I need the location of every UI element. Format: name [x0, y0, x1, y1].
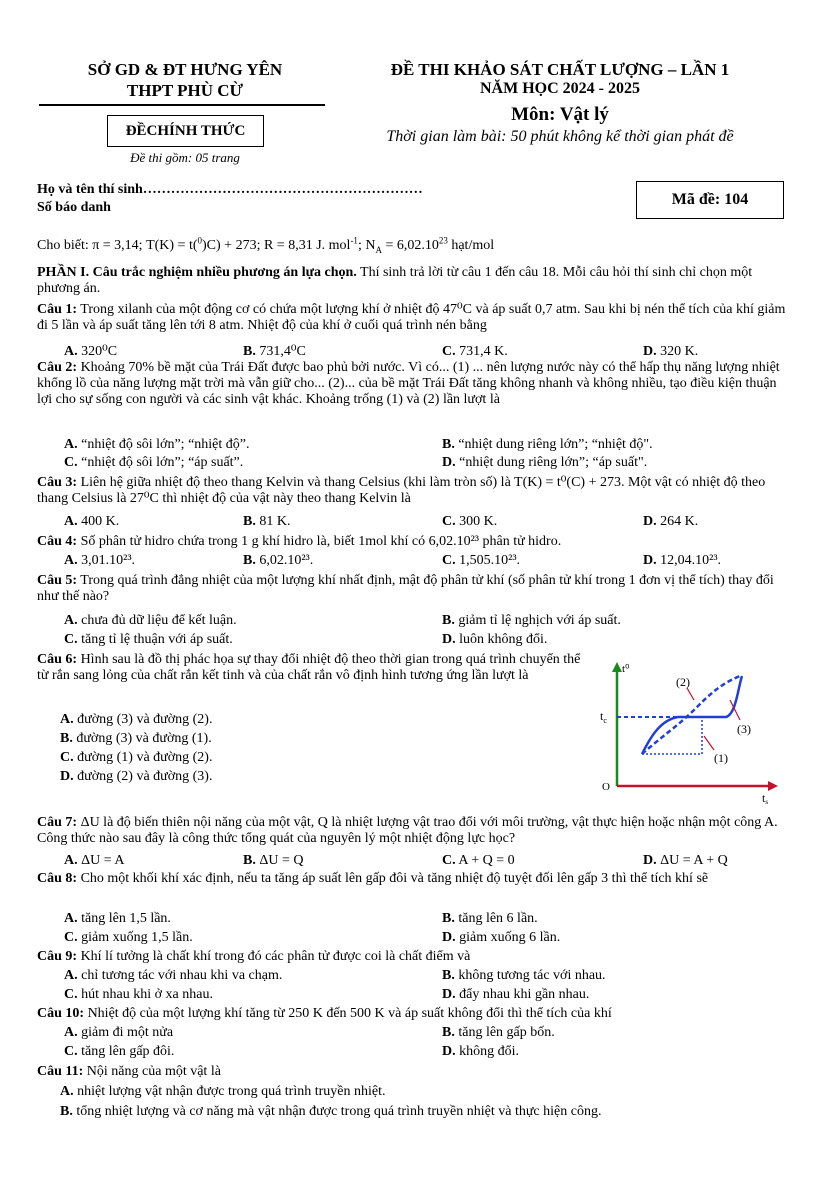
q6-option-b[interactable]: B. đường (3) và đường (1).	[60, 731, 212, 746]
school-year: NĂM HỌC 2024 - 2025	[480, 80, 640, 97]
y-axis-label: t⁰	[622, 663, 630, 675]
q3-option-a[interactable]: A. 400 K.	[64, 514, 120, 529]
question-5: Câu 5: Trong quá trình đẳng nhiệt của một lượng khí nhất định, mật độ phân tử khí (số phân tử khí trong 1 đơn vị thể tích) thay đổi như thế nào?	[37, 573, 774, 604]
q9-option-b[interactable]: B. không tương tác với nhau.	[442, 968, 606, 983]
question-7: Câu 7: ΔU là độ biến thiên nội năng của một vật, Q là nhiệt lượng vật trao đổi với môi trường, vật thực hiện hoặc nhận một công A. Công thức nào sau đây là công thức tổng quát của nguyên lý một nhiệt động lực học?	[37, 815, 778, 846]
q9-option-d[interactable]: D. đẩy nhau khi gần nhau.	[442, 987, 590, 1002]
question-11: Câu 11: Nội năng của một vật là	[37, 1064, 221, 1079]
pointer-1	[704, 736, 714, 750]
q2-option-c[interactable]: C. “nhiệt độ sôi lớn”; “áp suất”.	[64, 455, 244, 470]
q10-option-d[interactable]: D. không đổi.	[442, 1044, 520, 1059]
q1-option-b[interactable]: B. 731,4⁰C	[243, 344, 306, 359]
student-id-label: Số báo danh	[37, 200, 111, 215]
q7-option-d[interactable]: D. ΔU = A + Q	[643, 853, 728, 868]
q10-option-c[interactable]: C. tăng lên gấp đôi.	[64, 1044, 175, 1059]
origin-label: O	[602, 781, 610, 793]
q9-option-a[interactable]: A. chỉ tương tác với nhau khi va chạm.	[64, 968, 283, 983]
q2-option-a[interactable]: A. “nhiệt độ sôi lớn”; “nhiệt độ”.	[64, 437, 250, 452]
header-divider	[39, 104, 325, 106]
q9-option-c[interactable]: C. hút nhau khi ở xa nhau.	[64, 987, 213, 1002]
school-name: THPT PHÙ CỪ	[126, 81, 244, 100]
q8-option-b[interactable]: B. tăng lên 6 lần.	[442, 911, 538, 926]
q7-option-a[interactable]: A. ΔU = A	[64, 853, 125, 868]
q4-option-c[interactable]: C. 1,505.10²³.	[442, 553, 521, 568]
dept-name: SỞ GD & ĐT HƯNG YÊN	[87, 60, 283, 79]
q10-option-a[interactable]: A. giảm đi một nửa	[64, 1025, 174, 1040]
exam-time: Thời gian làm bài: 50 phút không kể thời gian phát đề	[386, 128, 734, 145]
question-2: Câu 2: Khoảng 70% bề mặt của Trái Đất được bao phủ bởi nước. Vì có... (1) ... nên lượng nước này có thể hấp thụ năng lượng nhiệt khổng lồ của năng lượng mặt trời mà vẫn giữ cho... (2)... của bề mặt Trái Đất tăng không nhanh và không nhiều, tạo điều kiện thuận lợi cho sự sống con người và các sinh vật khác. Khoảng trống (1) và (2) lần lượt là	[37, 360, 780, 407]
label-1: (1)	[714, 751, 728, 765]
tc-label: $t_c$	[600, 709, 607, 725]
part1-heading: PHẦN I. Câu trắc nghiệm nhiều phương án lựa chọn.	[37, 265, 357, 280]
q2-option-d[interactable]: D. “nhiệt dung riêng lớn”; “áp suất".	[442, 455, 648, 470]
question-4: Câu 4: Số phân tử hidro chứa trong 1 g khí hidro là, biết 1mol khí có 6,02.10²³ phân tử hidro.	[37, 534, 562, 549]
label-3: (3)	[737, 722, 751, 736]
q6-option-d[interactable]: D. đường (2) và đường (3).	[60, 769, 213, 784]
q11-option-b[interactable]: B. tổng nhiệt lượng và cơ năng mà vật nhận được trong quá trình truyền nhiệt và thực hiện công.	[60, 1104, 602, 1119]
y-axis-arrow	[612, 662, 622, 672]
q4-option-b[interactable]: B. 6,02.10²³.	[243, 553, 314, 568]
q6-option-a[interactable]: A. đường (3) và đường (2).	[60, 712, 213, 727]
question-1: Câu 1: Trong xilanh của một động cơ có chứa một lượng khí ở nhiệt độ 47⁰C và áp suất 0,7 atm. Sau khi bị nén thể tích của khí giảm đi 5 lần và áp suất tăng lên tới 8 atm. Nhiệt độ của khí ở cuối quá trình nén bằng	[37, 302, 786, 333]
q5-option-b[interactable]: B. giảm tỉ lệ nghịch với áp suất.	[442, 613, 621, 628]
subject: Môn: Vật lý	[511, 104, 609, 125]
phase-change-graph	[590, 658, 790, 808]
q3-option-c[interactable]: C. 300 K.	[442, 514, 498, 529]
question-8: Câu 8: Cho một khối khí xác định, nếu ta tăng áp suất lên gấp đôi và tăng nhiệt độ tuyệt đối lên gấp 3 thì thể tích khí sẽ	[37, 871, 709, 886]
q5-option-c[interactable]: C. tăng tỉ lệ thuận với áp suất.	[64, 632, 233, 647]
q6-option-c[interactable]: C. đường (1) và đường (2).	[60, 750, 213, 765]
given-constants: Cho biết: π = 3,14; T(K) = t($^0$)C) + 273; R = 8,31 J. mol$^{-1}$; $N_A = 6,02.10^{23}$ hạt/mol	[37, 235, 495, 255]
curve-2	[642, 676, 740, 754]
q5-option-d[interactable]: D. luôn không đổi.	[442, 632, 548, 647]
exam-code: Mã đề: 104	[636, 181, 784, 219]
q3-option-d[interactable]: D. 264 K.	[643, 514, 699, 529]
exam-title: ĐỀ THI KHẢO SÁT CHẤT LƯỢNG – LẦN 1	[390, 60, 730, 79]
q8-option-d[interactable]: D. giảm xuống 6 lần.	[442, 930, 561, 945]
q8-option-c[interactable]: C. giảm xuống 1,5 lần.	[64, 930, 193, 945]
part1-intro: PHẦN I. Câu trắc nghiệm nhiều phương án lựa chọn. Thí sinh trả lời từ câu 1 đến câu 18. Mỗi câu hỏi thí sinh chỉ chọn một phương án.	[37, 265, 753, 296]
label-2: (2)	[676, 675, 690, 689]
q1-option-c[interactable]: C. 731,4 K.	[442, 344, 508, 359]
q10-option-b[interactable]: B. tăng lên gấp bốn.	[442, 1025, 555, 1040]
q7-option-c[interactable]: C. A + Q = 0	[442, 853, 515, 868]
q1-option-d[interactable]: D. 320 K.	[643, 344, 699, 359]
q2-option-b[interactable]: B. “nhiệt dung riêng lớn”; “nhiệt độ".	[442, 437, 653, 452]
x-axis-arrow	[768, 781, 778, 791]
question-6: Câu 6: Hình sau là đồ thị phác họa sự thay đổi nhiệt độ theo thời gian trong quá trình chuyển thể từ rắn sang lỏng của chất rắn kết tinh và của chất rắn vô định hình tương ứng lần lượt là	[37, 652, 581, 683]
student-name-label: Họ và tên thí sinh……………………………………………………	[37, 182, 423, 197]
official-badge: ĐỀCHÍNH THỨC	[107, 115, 264, 147]
question-3: Câu 3: Liên hệ giữa nhiệt độ theo thang Kelvin và thang Celsius (khi làm tròn số) là T(K) = t⁰(C) + 273. Một vật có nhiệt độ theo thang Celsius là 27⁰C thì nhiệt độ của vật này theo thang Kelvin là	[37, 475, 766, 506]
x-axis-label: ts	[762, 791, 769, 806]
q1-option-a[interactable]: A. 320⁰C	[64, 344, 118, 359]
q4-option-a[interactable]: A. 3,01.10²³.	[64, 553, 136, 568]
question-9: Câu 9: Khí lí tưởng là chất khí trong đó các phân tử được coi là chất điểm và	[37, 949, 471, 964]
q4-option-d[interactable]: D. 12,04.10²³.	[643, 553, 722, 568]
question-10: Câu 10: Nhiệt độ của một lượng khí tăng từ 250 K đến 500 K và áp suất không đổi thì thể tích của khí	[37, 1006, 612, 1021]
page-count: Đề thi gồm: 05 trang	[130, 150, 240, 165]
q8-option-a[interactable]: A. tăng lên 1,5 lần.	[64, 911, 171, 926]
pointer-2	[687, 688, 694, 700]
q11-option-a[interactable]: A. nhiệt lượng vật nhận được trong quá trình truyền nhiệt.	[60, 1084, 386, 1099]
q5-option-a[interactable]: A. chưa đủ dữ liệu để kết luận.	[64, 613, 237, 628]
q3-option-b[interactable]: B. 81 K.	[243, 514, 291, 529]
q7-option-b[interactable]: B. ΔU = Q	[243, 853, 304, 868]
